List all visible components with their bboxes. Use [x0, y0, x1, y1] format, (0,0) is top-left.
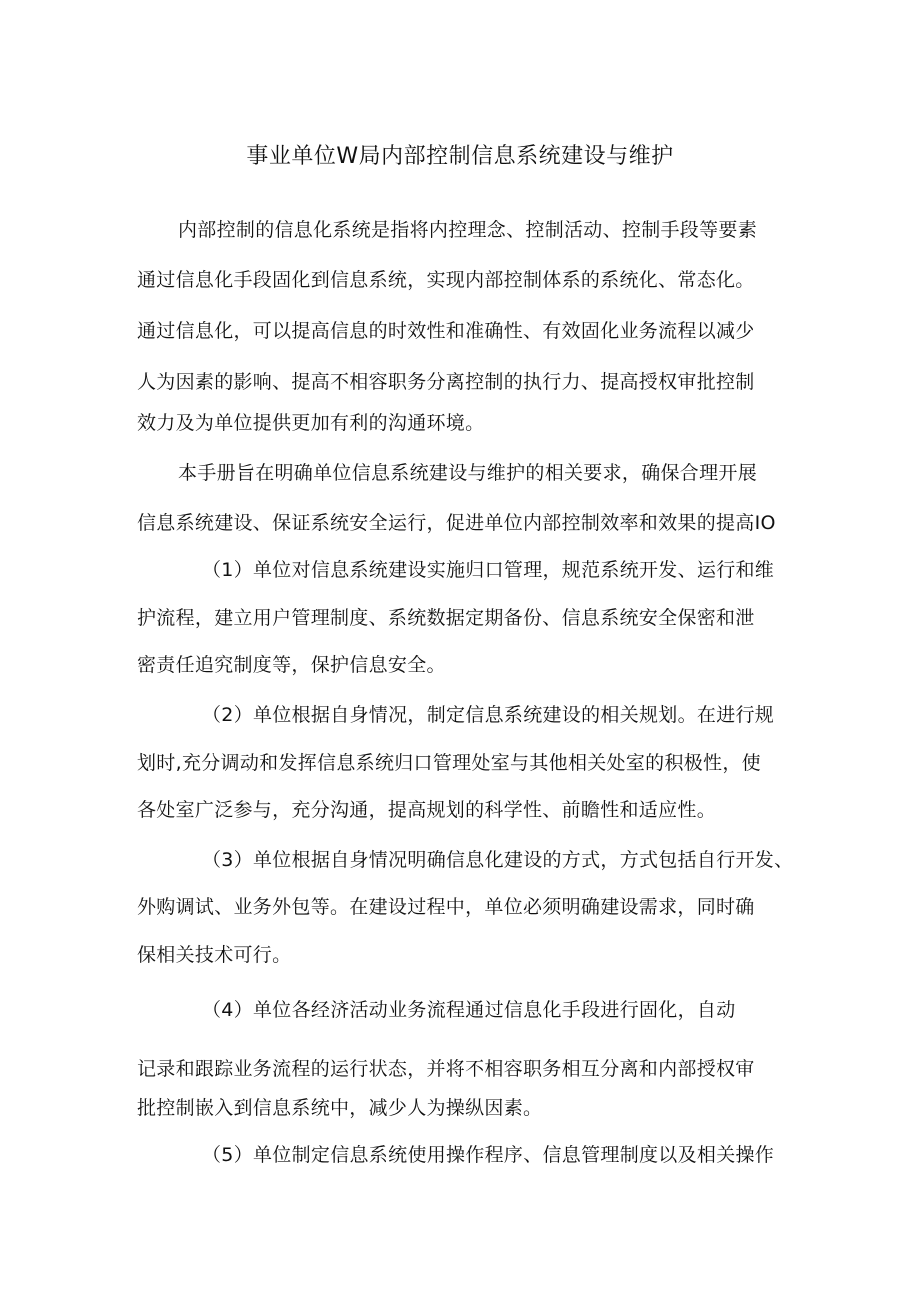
paragraph-1-line-5: 效力及为单位提供更加有利的沟通环境。	[137, 412, 485, 434]
document-title: 事业单位W局内部控制信息系统建设与维护	[246, 144, 674, 169]
item-1-line-2: 护流程，建立用户管理制度、系统数据定期备份、信息系统安全保密和泄	[137, 607, 755, 629]
item-4-line-3: 批控制嵌入到信息系统中，减少人为操纵因素。	[137, 1097, 543, 1119]
paragraph-1-line-2: 通过信息化手段固化到信息系统，实现内部控制体系的系统化、常态化。	[137, 269, 755, 291]
paragraph-1-line-4: 人为因素的影响、提高不相容职务分离控制的执行力、提高授权审批控制	[137, 371, 755, 393]
paragraph-1-line-3: 通过信息化，可以提高信息的时效性和准确性、有效固化业务流程以减少	[137, 320, 755, 342]
item-2-line-1: （2）单位根据自身情况，制定信息系统建设的相关规划。在进行规	[202, 704, 775, 726]
paragraph-2-line-2: 信息系统建设、保证系统安全运行，促进单位内部控制效率和效果的提高IO	[137, 512, 776, 534]
paragraph-1-line-1: 内部控制的信息化系统是指将内控理念、控制活动、控制手段等要素	[178, 219, 758, 241]
item-3-line-2: 外购调试、业务外包等。在建设过程中，单位必须明确建设需求，同时确	[137, 896, 755, 918]
item-1-line-3: 密责任追究制度等，保护信息安全。	[137, 654, 446, 676]
item-5-line-1: （5）单位制定信息系统使用操作程序、信息管理制度以及相关操作	[202, 1144, 775, 1166]
paragraph-2-line-1: 本手册旨在明确单位信息系统建设与维护的相关要求，确保合理开展	[178, 462, 758, 484]
item-1-line-1: （1）单位对信息系统建设实施归口管理，规范系统开发、运行和维	[202, 559, 775, 581]
item-3-line-1: （3）单位根据自身情况明确信息化建设的方式，方式包括自行开发、	[202, 849, 794, 871]
item-3-line-3: 保相关技术可行。	[137, 944, 292, 966]
item-2-line-3: 各处室广泛参与，充分沟通，提高规划的科学性、前瞻性和适应性。	[137, 799, 717, 821]
item-2-line-2: 划时,充分调动和发挥信息系统归口管理处室与其他相关处室的积极性，使	[137, 752, 761, 774]
item-4-line-1: （4）单位各经济活动业务流程通过信息化手段进行固化，自动	[202, 999, 736, 1021]
item-4-line-2: 记录和跟踪业务流程的运行状态，并将不相容职务相互分离和内部授权审	[137, 1058, 755, 1080]
